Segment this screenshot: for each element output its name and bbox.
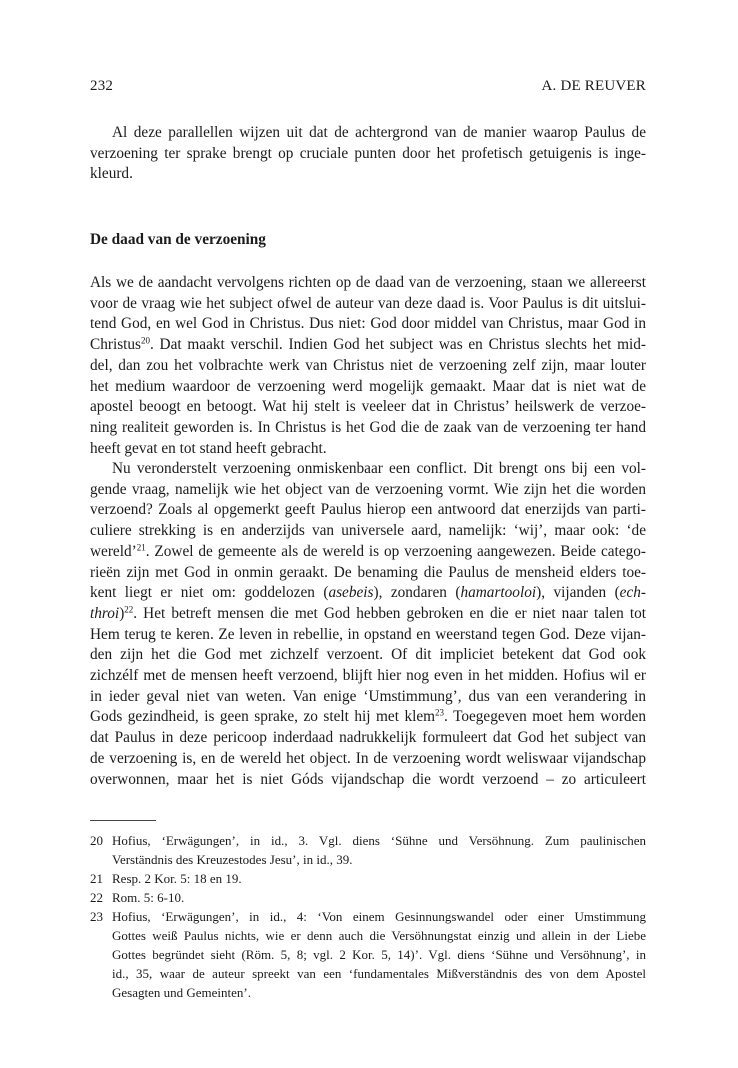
text-line: culiere strekking is en anderzijds van universele aard, namelijk: ‘wij’, maar ook: ‘de xyxy=(90,522,646,540)
text-line: zichzélf met de mensen heeft verzoend, blijft hier nog even in het midden. Hofius wil er xyxy=(90,667,646,685)
text-line: gende vraag, namelijk wie het object van de verzoening vormt. Wie zijn het die worden xyxy=(90,480,646,498)
footnote-ref-23[interactable]: 23 xyxy=(435,708,445,719)
text-line: Al deze parallellen wijzen uit dat de achtergrond van de manier waarop Paulus de xyxy=(112,124,646,141)
footnote-number: 23 xyxy=(90,909,103,924)
footnote-ref-21[interactable]: 21 xyxy=(136,542,146,553)
paragraph-1 xyxy=(90,273,646,459)
text-line: verzoend? Zoals al opgemerkt geeft Paulus hierop een antwoord dat enerzijds van parti- xyxy=(90,501,646,519)
text-line: apostel beoogt en betoogt. Wat hij stelt is veeleer dat in Christus’ heilswerk de verzoe- xyxy=(90,398,646,416)
footnote-number: 20 xyxy=(90,833,103,848)
footnote-line: Verständnis des Kreuzestodes Jesu’, in id., 39. xyxy=(112,852,353,867)
footnote-line: Gottes weiß Paulus nichts, wie er denn auch die Versöhnungstat einzig und allein in der Liebe xyxy=(112,928,646,943)
footnote-ref-22[interactable]: 22 xyxy=(124,604,134,615)
section-heading: De daad van de verzoening xyxy=(90,231,266,248)
footnote-line: id., 35, waar de auteur spreekt van een ‘fundamentales Mißverständnis des von dem Apostel xyxy=(112,966,646,981)
footnote-line: Gottes begründet sieht (Röm. 5, 8; vgl. 2 Kor. 5, 14)’. Vgl. diens ‘Sühne und Versöhnung’, in xyxy=(112,947,646,962)
footnote-number: 22 xyxy=(90,890,103,905)
footnote-line: Gesagten und Gemeinten’. xyxy=(112,985,251,1000)
text-line: Nu veronderstelt verzoening onmiskenbaar een conflict. Dit brengt ons bij een vol- xyxy=(112,460,646,477)
footnote-separator xyxy=(90,820,156,821)
intro-paragraph xyxy=(90,123,646,185)
text-line: del, dan zou het volbrachte werk van Christus niet de verzoening zelf zijn, maar louter xyxy=(90,356,646,374)
text-line: kent liegt er niet om: goddelozen (asebeis), zondaren (hamartooloi), vijanden (ech- xyxy=(90,584,646,602)
paragraph-2 xyxy=(90,459,646,790)
text-line: het medium waardoor de verzoening werd mogelijk gemaakt. Maar dat is niet wat de xyxy=(90,377,646,395)
page-number: 232 xyxy=(90,78,114,94)
footnote-line: Rom. 5: 6-10. xyxy=(112,890,185,905)
text-line: tend God, en wel God in Christus. Dus niet: God door middel van Christus, maar God in xyxy=(90,315,646,333)
text-line: wereld’$^{21}$. Zowel de gemeente als de wereld is op verzoening aangewezen. Beide catego- xyxy=(90,542,646,560)
text-line: kleurd. xyxy=(90,165,133,183)
footnote-23 xyxy=(90,907,646,1002)
footnote-line: Hofius, ‘Erwägungen’, in id., 3. Vgl. diens ‘Sühne und Versöhnung. Zum paulinischen xyxy=(112,833,646,848)
footnote-ref-20[interactable]: 20 xyxy=(141,335,150,346)
text-line: de verzoening is, en de wereld het object. In de verzoening wordt weliswaar vijandschap xyxy=(90,749,646,767)
footnote-number: 21 xyxy=(90,871,103,886)
text-line: verzoening ter sprake brengt op cruciale punten door het profetisch getuigenis is inge- xyxy=(90,144,646,162)
footnote-line: Resp. 2 Kor. 5: 18 en 19. xyxy=(112,871,242,886)
text-line: Christus$^{20}$. Dat maakt verschil. Indien God het subject was en Christus slechts het mid- xyxy=(90,335,646,354)
text-line: rieën zijn met God in onmin geraakt. De benaming die Paulus de mensheid elders toe- xyxy=(90,563,646,581)
footnote-21 xyxy=(90,869,646,888)
text-line: Gods gezindheid, is geen sprake, zo stelt hij met klem$^{23}$. Toegegeven moet hem worden xyxy=(90,708,646,726)
text-line: den zijn het die God met zichzelf verzoent. Of dit impliciet betekent dat God ook xyxy=(90,646,646,664)
footnotes xyxy=(90,831,646,1002)
text-line: in ieder geval niet van weten. Van enige ‘Umstimmung’, dus van een verandering in xyxy=(90,687,646,705)
text-line: dat Paulus in deze pericoop inderdaad nadrukkelijk formuleert dat God het subject van xyxy=(90,729,646,747)
footnote-20 xyxy=(90,831,646,869)
footnote-line: Hofius, ‘Erwägungen’, in id., 4: ‘Von einem Gesinnungswandel oder einer Umstimmung xyxy=(112,909,646,924)
text-line: voor de vraag wie het subject ofwel de auteur van deze daad is. Voor Paulus is dit uitslui- xyxy=(90,294,646,312)
footnote-22 xyxy=(90,888,646,907)
text-line: Als we de aandacht vervolgens richten op de daad van de verzoening, staan we allereerst xyxy=(90,274,646,291)
running-head-author: A. DE REUVER xyxy=(541,78,646,94)
text-line: ning realiteit geworden is. In Christus is het God die de zaak van de verzoening ter hand xyxy=(90,418,646,436)
text-line: Hem terug te keren. Ze leven in rebellie, in opstand en weerstand tegen God. Deze vijan- xyxy=(90,625,646,643)
text-line: throi)$^{22}$. Het betreft mensen die met God hebben gebroken en die er niet naar talen tot xyxy=(90,604,646,622)
text-line: overwonnen, maar het is niet Góds vijandschap die wordt verzoend – zo articuleert xyxy=(90,770,646,788)
text-line: heeft gevat en tot stand heeft gebracht. xyxy=(90,439,327,457)
